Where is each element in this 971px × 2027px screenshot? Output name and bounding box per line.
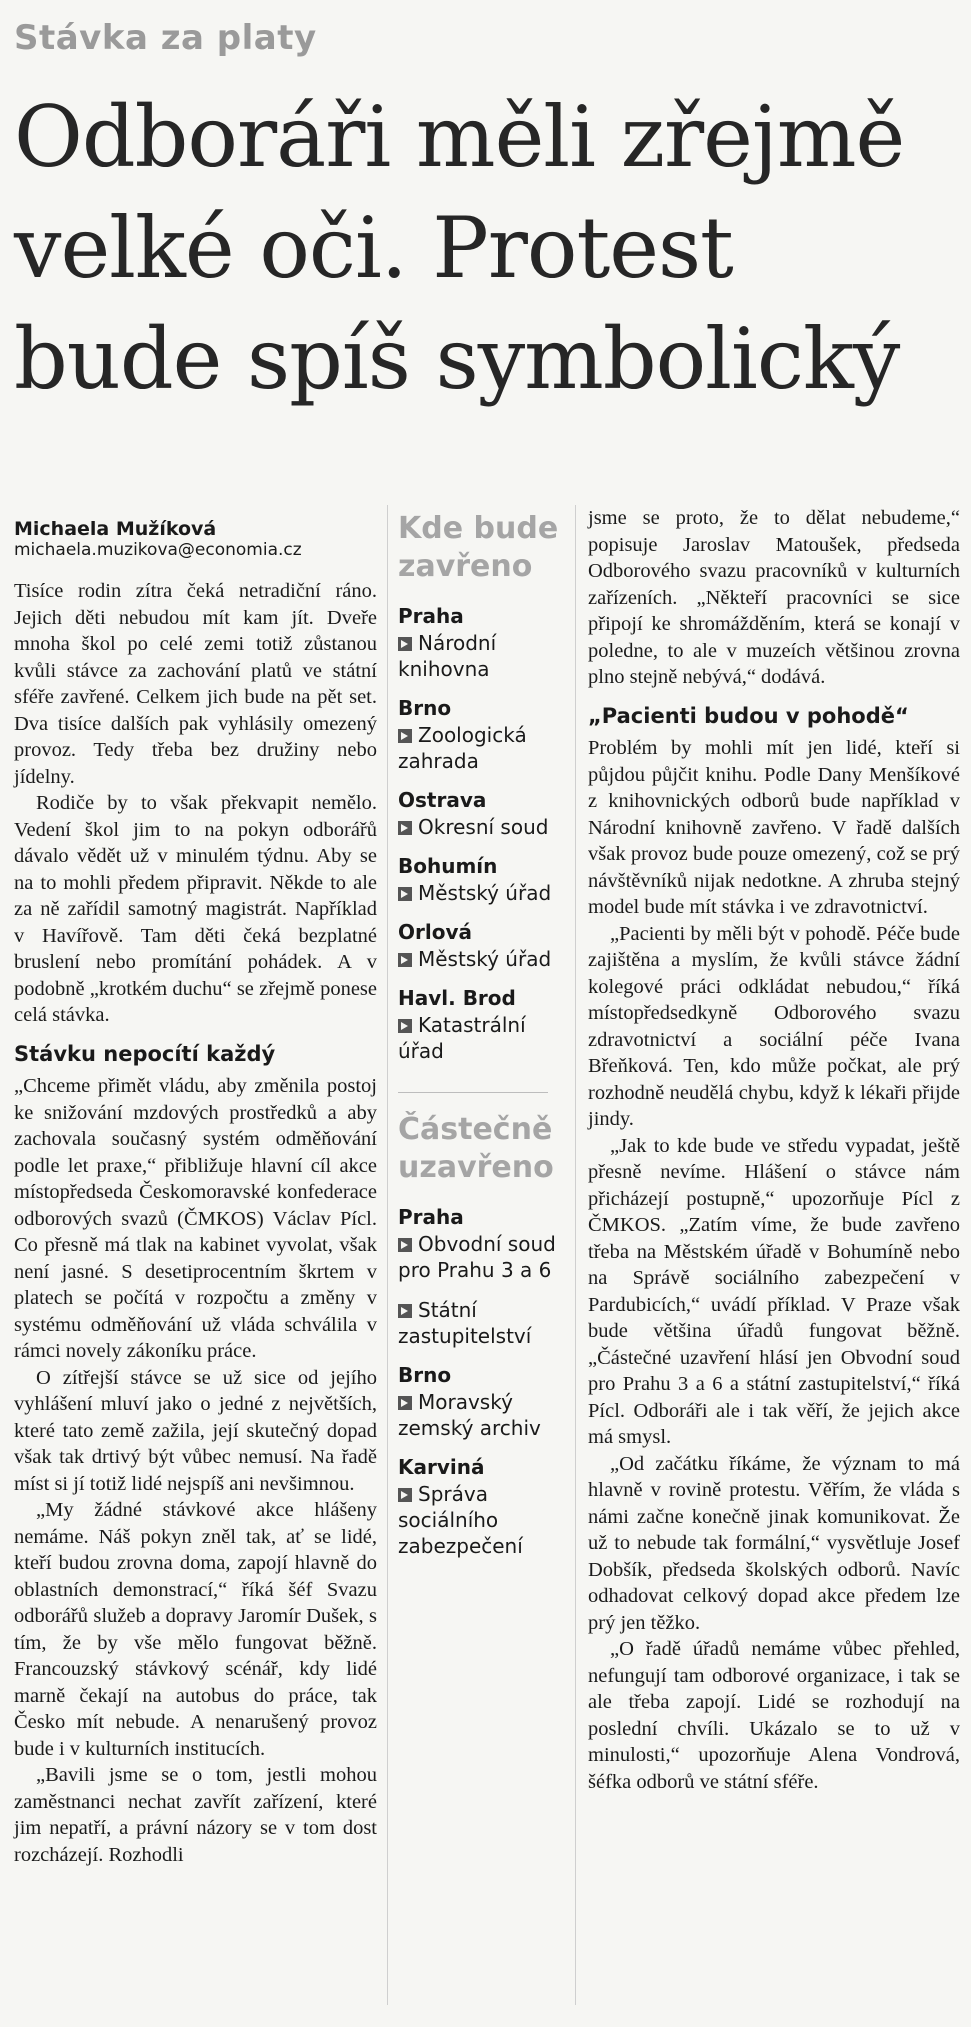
paragraph: „Jak to kde bude ve středu vypadat, ještě přesně nevíme. Hlášení o stávce nám přicházejí postupně,“ upozorňuje Pícl z ČMKOS. „Zatím víme, že bude zavřeno třeba na Městském úřadě v Bohumíně nebo na Správě sociálního zabezpečení v Pardubicích,“ uvádí příklad. V Praze však bude většina úřadů fungovat běžně. „Částečné uzavření hlásí jen Obvodní soud pro Prahu 3 a 6 a státní zastupitelství,“ říká Pícl. Odboráři ale i tak věří, že jejich akce má smysl.	[588, 1134, 960, 1448]
sidebar-place: Obvodní soud pro Prahu 3 a 6	[398, 1232, 556, 1282]
sidebar-place: Zoologická zahrada	[398, 723, 527, 773]
author-name: Michaela Mužíková	[14, 518, 217, 540]
paragraph: „Chceme přimět vládu, aby změnila postoj ke snižování mzdových prostředků a aby zachovala současný systém odměňování podle let praxe,“ přibližuje hlavní cíl akce místopředseda Českomoravské konfederace odborových svazů (ČMKOS) Václav Pícl. Co přesně má tlak na kabinet vyvolat, však není jasné. S desetiprocentním škrtem v platech se počítá v rozpočtu a změny v systému odměňování už vláda schválila v rámci novely zákoníku práce.	[14, 1075, 377, 1362]
column-divider	[575, 505, 576, 2005]
arrow-box-icon	[398, 1304, 412, 1318]
arrow-box-icon	[398, 953, 412, 967]
sidebar-city: Bohumín	[398, 854, 498, 878]
sidebar-place: Národní knihovna	[398, 631, 497, 681]
paragraph: „Bavili jsme se o tom, jestli mohou zaměstnanci nechat zavřít zařízení, které jim nepatří, a právní názory se v tom dost rozcházejí. Rozhodli	[14, 1764, 377, 1866]
headline-line: Odboráři měli zřejmě	[14, 88, 905, 186]
arrow-box-icon	[398, 1238, 412, 1252]
paragraph: Problém by mohli mít jen lidé, kteří si půjdou půjčit knihu. Podle Dany Menšíkové z knihovnických odborů bude například v Národní knihovně zavřeno. V řadě dalších však provoz bude pouze omezený, což se prý návštěvníků nijak nedotkne. A zhruba stejný model bude mít stávka i ve zdravotnictví.	[588, 737, 960, 918]
sidebar-place: Městský úřad	[398, 880, 560, 906]
paragraph: Tisíce rodin zítra čeká netradiční ráno. Jejich děti nebudou mít kam jít. Dveře mnoha škol po celé zemi totiž zůstanou kvůli stávce za zachování platů ve státní sféře zavřené. Celkem jich bude na pět set. Dva tisíce dalších pak vyhlásily omezený provoz. Tedy třeba bez družiny nebo jídelny.	[14, 580, 377, 788]
paragraph: „O řadě úřadů nemáme vůbec přehled, nefungují tam odborové organizace, i tak se ale třeba zapojí. Lidé se rozhodují na poslední chvíli. Ukázalo se to už v minulosti,“ upozorňuje Alena Vondrová, šéfka odborů ve státní sféře.	[588, 1638, 960, 1793]
paragraph: „Od začátku říkáme, že význam to má hlavně v rovině protestu. Věřím, že vláda s námi začne konečně jinak komunikovat. Že už to nebude tak formální,“ vysvětluje Josef Dobšík, předseda školských odborů. Navíc odhadovat celkový dopad akce předem lze prý jen těžko.	[588, 1452, 960, 1634]
arrow-box-icon	[398, 637, 412, 651]
paragraph: jsme se proto, že to dělat nebudeme,“ popisuje Jaroslav Matoušek, předseda Odborového svazu pracovníků v kulturních zařízeních. „Někteří pracovníci se sice připojí ke shromážděním, která se konají v poledne, to ale v muzeích většinou zrovna plno stejně nebývá,“ dodává.	[588, 507, 960, 688]
sidebar-city: Karviná	[398, 1455, 485, 1479]
right-column	[588, 505, 960, 1795]
arrow-box-icon	[398, 821, 412, 835]
paragraph: „My žádné stávkové akce hlášeny nemáme. Náš pokyn zněl tak, ať se lidé, kteří budou zrovna doma, zapojí hlavně do oblastních demonstrací,“ říká šéf Svazu odborářů služeb a dopravy Jaromír Dušek, s tím, že by vše mělo fungovat běžně. Francouzský stávkový scénář, kdy lidé marně čekají na autobus do práce, tak Česko mít nebude. A nenarušený provoz bude i v kulturních institucích.	[14, 1499, 377, 1760]
sidebar-place: Moravský zemský archiv	[398, 1390, 541, 1440]
arrow-box-icon	[398, 887, 412, 901]
sidebar-city: Orlová	[398, 920, 472, 944]
arrow-box-icon	[398, 1488, 412, 1502]
sidebar-title-closed: Kde bude zavřeno	[398, 511, 559, 584]
article-body	[14, 578, 377, 1868]
arrow-box-icon	[398, 729, 412, 743]
section-kicker: Stávka za platy	[14, 18, 317, 58]
subheading: „Pacienti budou v pohodě“	[588, 703, 909, 728]
sidebar-divider	[398, 1092, 548, 1093]
article-body	[588, 505, 960, 1795]
author-email: michaela.muzikova@economia.cz	[14, 540, 302, 560]
sidebar-city: Ostrava	[398, 788, 487, 812]
arrow-box-icon	[398, 1019, 412, 1033]
paragraph: „Pacienti by měli být v pohodě. Péče bude zajištěna a myslím, že kvůli stávce žádní kolegové práci odkládat nebudou,“ říká místopředsedkyně Odborového svazu zdravotnictví a sociální péče Ivana Břeňková. Ten, kdo může počkat, ale prý rozhodně neudělá chybu, když k lékaři přijde jindy.	[588, 922, 960, 1130]
sidebar-city: Praha	[398, 1205, 464, 1229]
headline-line: bude spíš symbolický	[14, 310, 900, 408]
sidebar-place: Státní zastupitelství	[398, 1298, 532, 1348]
headline-line: velké oči. Protest	[14, 199, 733, 297]
sidebar-place: Katastrální úřad	[398, 1013, 526, 1063]
sidebar-city: Praha	[398, 604, 464, 628]
column-divider	[387, 505, 388, 2005]
paragraph: Rodiče by to však překvapit nemělo. Vedení škol jim to na pokyn odborářů dávalo vědět už v minulém týdnu. Aby se na to mohli předem připravit. Někde to ale za ně zařídil samotný magistrát. Například v Havířově. Tam děti čeká bezplatné bruslení nebo promítání pohádek. A v podobně „krotkém duchu“ se zřejmě ponese celá stávka.	[14, 792, 377, 1026]
sidebar-city: Brno	[398, 1363, 452, 1387]
headline	[14, 82, 964, 415]
sidebar-city: Havl. Brod	[398, 986, 516, 1010]
sidebar-place: Správa sociálního zabezpečení	[398, 1482, 523, 1558]
closures-sidebar	[398, 500, 560, 1563]
sidebar-city: Brno	[398, 696, 452, 720]
paragraph: O zítřejší stávce se už sice od jejího vyhlášení mluví jako o jedné z největších, které tato země zažila, její skutečný dopad však tak drtivý být vůbec nemusí. Na řadě míst si jí totiž lidé nejspíš ani nevšimnou.	[14, 1366, 377, 1495]
sidebar-title-partial: Částečně uzavřeno	[398, 1112, 554, 1185]
sidebar-place: Okresní soud	[398, 814, 560, 840]
subheading: Stávku nepocítí každý	[14, 1041, 276, 1066]
arrow-box-icon	[398, 1396, 412, 1410]
left-column	[14, 500, 377, 1868]
sidebar-place: Městský úřad	[398, 946, 560, 972]
